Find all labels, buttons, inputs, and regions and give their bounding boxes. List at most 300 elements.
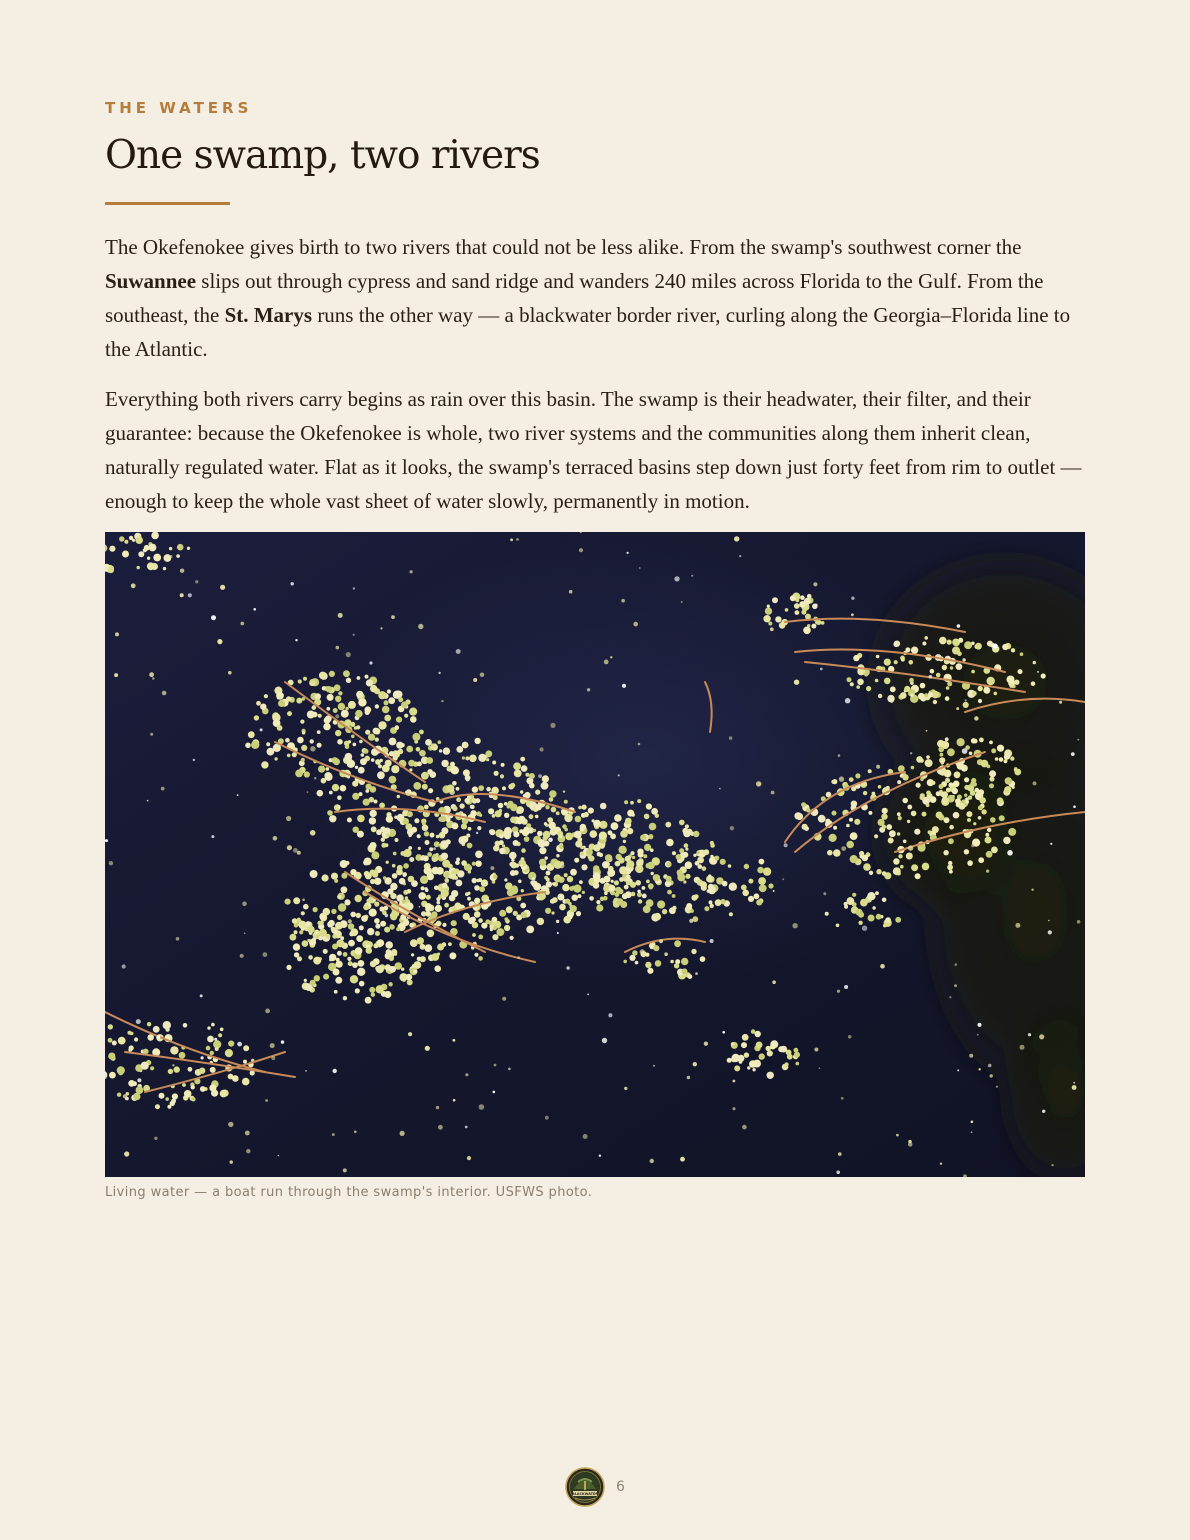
duckweed-frond	[391, 949, 397, 955]
duckweed-frond	[731, 1042, 735, 1046]
duckweed-frond	[414, 818, 419, 823]
duckweed-frond	[729, 883, 737, 891]
duckweed-frond	[947, 681, 952, 686]
duckweed-frond	[323, 974, 329, 980]
duckweed-frond	[948, 782, 953, 787]
duckweed-speck	[476, 832, 478, 834]
duckweed-frond	[795, 610, 800, 615]
duckweed-frond	[417, 834, 421, 838]
duckweed-frond	[667, 890, 672, 895]
duckweed-frond	[544, 876, 548, 880]
duckweed-frond	[454, 869, 460, 875]
duckweed-frond	[1031, 681, 1036, 686]
duckweed-frond	[245, 743, 251, 749]
duckweed-frond	[499, 848, 505, 854]
duckweed-speck	[845, 698, 850, 703]
duckweed-speck	[820, 668, 823, 671]
duckweed-frond	[464, 744, 467, 747]
duckweed-speck	[428, 870, 430, 872]
duckweed-frond	[478, 935, 483, 940]
duckweed-frond	[947, 748, 955, 756]
duckweed-frond	[679, 820, 685, 826]
duckweed-frond	[708, 884, 714, 890]
duckweed-frond	[274, 757, 277, 760]
duckweed-frond	[251, 741, 259, 749]
duckweed-frond	[176, 554, 180, 558]
duckweed-speck	[566, 966, 569, 969]
duckweed-frond	[333, 758, 340, 765]
duckweed-frond	[183, 1023, 188, 1028]
duckweed-frond	[468, 827, 472, 831]
duckweed-frond	[833, 826, 837, 830]
duckweed-frond	[946, 788, 951, 793]
duckweed-frond	[474, 953, 478, 957]
duckweed-speck	[687, 1076, 690, 1079]
duckweed-frond	[302, 940, 309, 947]
duckweed-frond	[329, 671, 335, 677]
duckweed-frond	[646, 803, 652, 809]
duckweed-frond	[1014, 680, 1019, 685]
duckweed-frond	[416, 747, 421, 752]
duckweed-speck	[242, 902, 247, 907]
duckweed-speck	[974, 716, 978, 720]
duckweed-frond	[287, 711, 292, 716]
duckweed-frond	[374, 902, 379, 907]
duckweed-frond	[510, 783, 515, 788]
duckweed-speck	[621, 599, 625, 603]
duckweed-speck	[492, 922, 496, 926]
duckweed-frond	[889, 830, 896, 837]
duckweed-frond	[690, 909, 694, 913]
duckweed-frond	[108, 1053, 115, 1060]
duckweed-frond	[801, 802, 806, 807]
duckweed-frond	[444, 872, 449, 877]
duckweed-frond	[381, 838, 385, 842]
duckweed-frond	[439, 749, 442, 752]
duckweed-frond	[397, 795, 400, 798]
duckweed-speck	[230, 1160, 233, 1163]
duckweed-frond	[436, 921, 442, 927]
duckweed-speck	[1004, 761, 1007, 764]
duckweed-frond	[741, 885, 747, 891]
duckweed-frond	[950, 666, 953, 669]
duckweed-speck	[332, 1133, 335, 1136]
duckweed-speck	[201, 1056, 204, 1059]
duckweed-frond	[925, 759, 933, 767]
duckweed-frond	[962, 658, 965, 661]
duckweed-frond	[926, 755, 930, 759]
duckweed-frond	[597, 852, 602, 857]
duckweed-speck	[841, 1097, 844, 1100]
duckweed-frond	[875, 891, 879, 895]
duckweed-frond	[467, 843, 473, 849]
duckweed-frond	[456, 797, 461, 802]
duckweed-frond	[359, 925, 364, 930]
duckweed-frond	[375, 931, 380, 936]
duckweed-frond	[413, 969, 417, 973]
duckweed-frond	[630, 801, 634, 805]
duckweed-frond	[804, 826, 809, 831]
duckweed-frond	[524, 836, 530, 842]
duckweed-speck	[436, 1106, 439, 1109]
duckweed-speck	[240, 622, 244, 626]
duckweed-frond	[338, 691, 342, 695]
duckweed-frond	[757, 867, 764, 874]
duckweed-frond	[264, 694, 268, 698]
page	[105, 0, 1085, 1540]
duckweed-frond	[618, 857, 624, 863]
duckweed-frond	[220, 1028, 224, 1032]
duckweed-frond	[510, 804, 518, 812]
duckweed-frond	[535, 790, 540, 795]
duckweed-frond	[533, 883, 541, 891]
duckweed-frond	[374, 918, 380, 924]
duckweed-frond	[926, 791, 931, 796]
duckweed-speck	[550, 723, 555, 728]
duckweed-speck	[445, 879, 449, 883]
duckweed-frond	[310, 679, 315, 684]
duckweed-speck	[929, 675, 933, 679]
duckweed-frond	[856, 909, 863, 916]
duckweed-frond	[314, 930, 319, 935]
duckweed-frond	[141, 1062, 149, 1070]
duckweed-frond	[356, 935, 363, 942]
duckweed-frond	[688, 974, 693, 979]
duckweed-frond	[350, 928, 358, 936]
duckweed-frond	[907, 820, 910, 823]
duckweed-frond	[801, 610, 806, 615]
duckweed-frond	[990, 777, 995, 782]
duckweed-frond	[685, 874, 690, 879]
duckweed-frond	[337, 895, 341, 899]
duckweed-speck	[260, 728, 263, 731]
duckweed-frond	[756, 899, 762, 905]
duckweed-speck	[587, 688, 590, 691]
duckweed-speck	[263, 952, 268, 957]
duckweed-frond	[901, 658, 905, 662]
duckweed-speck	[1028, 1033, 1031, 1036]
duckweed-frond	[424, 805, 429, 810]
duckweed-frond	[920, 793, 925, 798]
duckweed-frond	[932, 826, 939, 833]
duckweed-frond	[629, 955, 635, 961]
duckweed-speck	[876, 765, 880, 769]
duckweed-frond	[290, 934, 297, 941]
duckweed-frond	[376, 985, 384, 993]
duckweed-speck	[742, 1125, 747, 1130]
duckweed-frond	[946, 686, 950, 690]
duckweed-frond	[359, 792, 363, 796]
duckweed-frond	[364, 749, 369, 754]
duckweed-speck	[200, 994, 203, 997]
duckweed-frond	[335, 696, 341, 702]
duckweed-frond	[1004, 786, 1011, 793]
duckweed-frond	[885, 917, 891, 923]
duckweed-frond	[623, 960, 627, 964]
duckweed-frond	[644, 814, 650, 820]
duckweed-frond	[754, 893, 760, 899]
duckweed-frond	[177, 544, 184, 551]
duckweed-speck	[988, 1064, 992, 1068]
duckweed-speck	[265, 1009, 270, 1014]
duckweed-frond	[361, 753, 365, 757]
duckweed-frond	[970, 781, 976, 787]
duckweed-frond	[768, 622, 772, 626]
duckweed-frond	[953, 781, 960, 788]
duckweed-speck	[1033, 781, 1037, 785]
duckweed-frond	[991, 748, 996, 753]
duckweed-speck	[172, 1064, 174, 1066]
duckweed-frond	[780, 1046, 787, 1053]
duckweed-frond	[1018, 669, 1023, 674]
duckweed-frond	[384, 700, 389, 705]
duckweed-frond	[389, 956, 394, 961]
duckweed-frond	[395, 725, 400, 730]
duckweed-frond	[539, 859, 546, 866]
duckweed-frond	[958, 638, 963, 643]
duckweed-frond	[136, 1086, 144, 1094]
duckweed-speck	[517, 956, 520, 959]
duckweed-frond	[307, 939, 310, 942]
duckweed-frond	[337, 739, 343, 745]
duckweed-speck	[815, 604, 818, 607]
duckweed-frond	[545, 890, 550, 895]
duckweed-frond	[547, 817, 553, 823]
duckweed-frond	[472, 862, 476, 866]
duckweed-frond	[900, 865, 904, 869]
duckweed-speck	[338, 613, 343, 618]
duckweed-frond	[448, 942, 452, 946]
duckweed-frond	[584, 812, 589, 817]
duckweed-frond	[853, 655, 859, 661]
duckweed-speck	[693, 1062, 697, 1066]
duckweed-frond	[552, 897, 558, 903]
duckweed-frond	[969, 752, 973, 756]
duckweed-frond	[352, 793, 359, 800]
duckweed-speck	[722, 1031, 725, 1034]
duckweed-speck	[228, 671, 232, 675]
duckweed-frond	[978, 686, 983, 691]
duckweed-speck	[137, 1078, 141, 1082]
duckweed-frond	[331, 873, 338, 880]
duckweed-frond	[546, 881, 552, 887]
duckweed-frond	[369, 987, 375, 993]
duckweed-frond	[375, 924, 380, 929]
duckweed-speck	[214, 1038, 217, 1041]
duckweed-frond	[829, 834, 837, 842]
duckweed-frond	[645, 953, 649, 957]
duckweed-frond	[918, 693, 925, 700]
duckweed-frond	[902, 774, 908, 780]
duckweed-frond	[368, 734, 375, 741]
duckweed-frond	[728, 864, 732, 868]
duckweed-frond	[191, 1097, 195, 1101]
duckweed-frond	[624, 885, 629, 890]
duckweed-frond	[170, 1046, 178, 1054]
duckweed-frond	[293, 943, 300, 950]
duckweed-frond	[419, 730, 424, 735]
duckweed-speck	[772, 980, 776, 984]
duckweed-frond	[367, 928, 374, 935]
duckweed-frond	[165, 1097, 169, 1101]
duckweed-frond	[815, 621, 818, 624]
duckweed-frond	[846, 841, 854, 849]
duckweed-frond	[965, 800, 969, 804]
duckweed-frond	[645, 962, 651, 968]
duckweed-frond	[475, 851, 483, 859]
duckweed-frond	[478, 785, 484, 791]
duckweed-frond	[495, 810, 502, 817]
duckweed-frond	[340, 936, 344, 940]
duckweed-frond	[936, 673, 941, 678]
duckweed-speck	[996, 1086, 998, 1088]
duckweed-frond	[375, 759, 381, 765]
duckweed-frond	[911, 766, 915, 770]
duckweed-frond	[836, 924, 840, 928]
svg-text:BLACKWATER: BLACKWATER	[572, 1492, 598, 1497]
duckweed-speck	[281, 1040, 284, 1043]
duckweed-frond	[310, 870, 318, 878]
duckweed-frond	[868, 811, 872, 815]
duckweed-frond	[857, 679, 864, 686]
duckweed-frond	[701, 851, 705, 855]
duckweed-frond	[868, 769, 872, 773]
duckweed-frond	[417, 761, 422, 766]
duckweed-speck	[124, 1151, 129, 1156]
duckweed-frond	[588, 855, 594, 861]
duckweed-frond	[361, 915, 368, 922]
duckweed-frond	[677, 873, 685, 881]
duckweed-frond	[333, 969, 340, 976]
duckweed-frond	[763, 615, 770, 622]
duckweed-frond	[825, 912, 829, 916]
duckweed-frond	[551, 911, 554, 914]
duckweed-frond	[765, 607, 772, 614]
duckweed-frond	[456, 787, 460, 791]
duckweed-frond	[371, 851, 379, 859]
duckweed-frond	[389, 776, 397, 784]
duckweed-frond	[329, 958, 332, 961]
duckweed-frond	[343, 996, 347, 1000]
duckweed-speck	[220, 585, 225, 590]
duckweed-frond	[326, 686, 332, 692]
duckweed-frond	[326, 934, 331, 939]
duckweed-frond	[390, 924, 394, 928]
duckweed-speck	[493, 1091, 496, 1094]
duckweed-speck	[730, 826, 734, 830]
duckweed-speck	[1073, 1082, 1075, 1084]
duckweed-frond	[334, 990, 338, 994]
duckweed-frond	[794, 812, 801, 819]
duckweed-frond	[682, 968, 688, 974]
duckweed-frond	[832, 811, 837, 816]
duckweed-frond	[421, 876, 428, 883]
duckweed-frond	[525, 773, 529, 777]
duckweed-frond	[336, 961, 343, 968]
duckweed-frond	[459, 803, 464, 808]
duckweed-frond	[989, 770, 996, 777]
duckweed-frond	[452, 781, 457, 786]
duckweed-speck	[955, 963, 958, 966]
duckweed-frond	[475, 798, 480, 803]
duckweed-speck	[453, 1099, 456, 1102]
duckweed-frond	[614, 880, 619, 885]
duckweed-speck	[624, 877, 627, 880]
duckweed-frond	[504, 925, 510, 931]
duckweed-speck	[733, 1080, 736, 1083]
duckweed-speck	[456, 649, 461, 654]
duckweed-frond	[893, 858, 899, 864]
duckweed-frond	[370, 786, 377, 793]
duckweed-frond	[386, 815, 393, 822]
duckweed-frond	[317, 921, 321, 925]
duckweed-frond	[902, 798, 908, 804]
duckweed-speck	[180, 593, 184, 597]
duckweed-frond	[374, 800, 378, 804]
duckweed-frond	[897, 780, 901, 784]
duckweed-frond	[341, 710, 349, 718]
duckweed-frond	[589, 896, 594, 901]
duckweed-frond	[401, 702, 408, 709]
duckweed-speck	[286, 816, 291, 821]
duckweed-frond	[943, 850, 948, 855]
duckweed-frond	[882, 898, 887, 903]
duckweed-frond	[108, 1038, 113, 1043]
duckweed-frond	[955, 798, 961, 804]
duckweed-frond	[472, 933, 476, 937]
duckweed-frond	[939, 784, 944, 789]
duckweed-frond	[225, 1049, 233, 1057]
duckweed-frond	[405, 896, 408, 899]
duckweed-frond	[920, 683, 926, 689]
duckweed-frond	[476, 879, 479, 882]
duckweed-frond	[693, 854, 696, 857]
duckweed-frond	[323, 723, 330, 730]
duckweed-frond	[521, 765, 528, 772]
duckweed-frond	[907, 805, 912, 810]
duckweed-frond	[990, 817, 996, 823]
duckweed-frond	[803, 627, 811, 635]
duckweed-frond	[357, 815, 365, 823]
duckweed-frond	[722, 881, 728, 887]
duckweed-speck	[244, 933, 246, 935]
duckweed-frond	[945, 737, 949, 741]
duckweed-frond	[137, 566, 140, 569]
duckweed-frond	[304, 979, 307, 982]
duckweed-frond	[314, 975, 320, 981]
duckweed-frond	[657, 900, 665, 908]
duckweed-frond	[371, 826, 377, 832]
duckweed-frond	[452, 823, 459, 830]
duckweed-frond	[428, 788, 433, 793]
duckweed-frond	[920, 778, 924, 782]
duckweed-speck	[169, 555, 172, 558]
duckweed-frond	[370, 810, 377, 817]
duckweed-frond	[617, 898, 623, 904]
duckweed-frond	[506, 906, 513, 913]
duckweed-frond	[556, 854, 559, 857]
duckweed-frond	[909, 678, 914, 683]
duckweed-frond	[975, 643, 982, 650]
duckweed-frond	[920, 758, 924, 762]
duckweed-frond	[884, 659, 891, 666]
duckweed-frond	[294, 952, 299, 957]
duckweed-frond	[674, 940, 681, 947]
duckweed-frond	[412, 733, 420, 741]
duckweed-frond	[893, 867, 901, 875]
duckweed-frond	[623, 840, 626, 843]
duckweed-speck	[314, 777, 316, 779]
